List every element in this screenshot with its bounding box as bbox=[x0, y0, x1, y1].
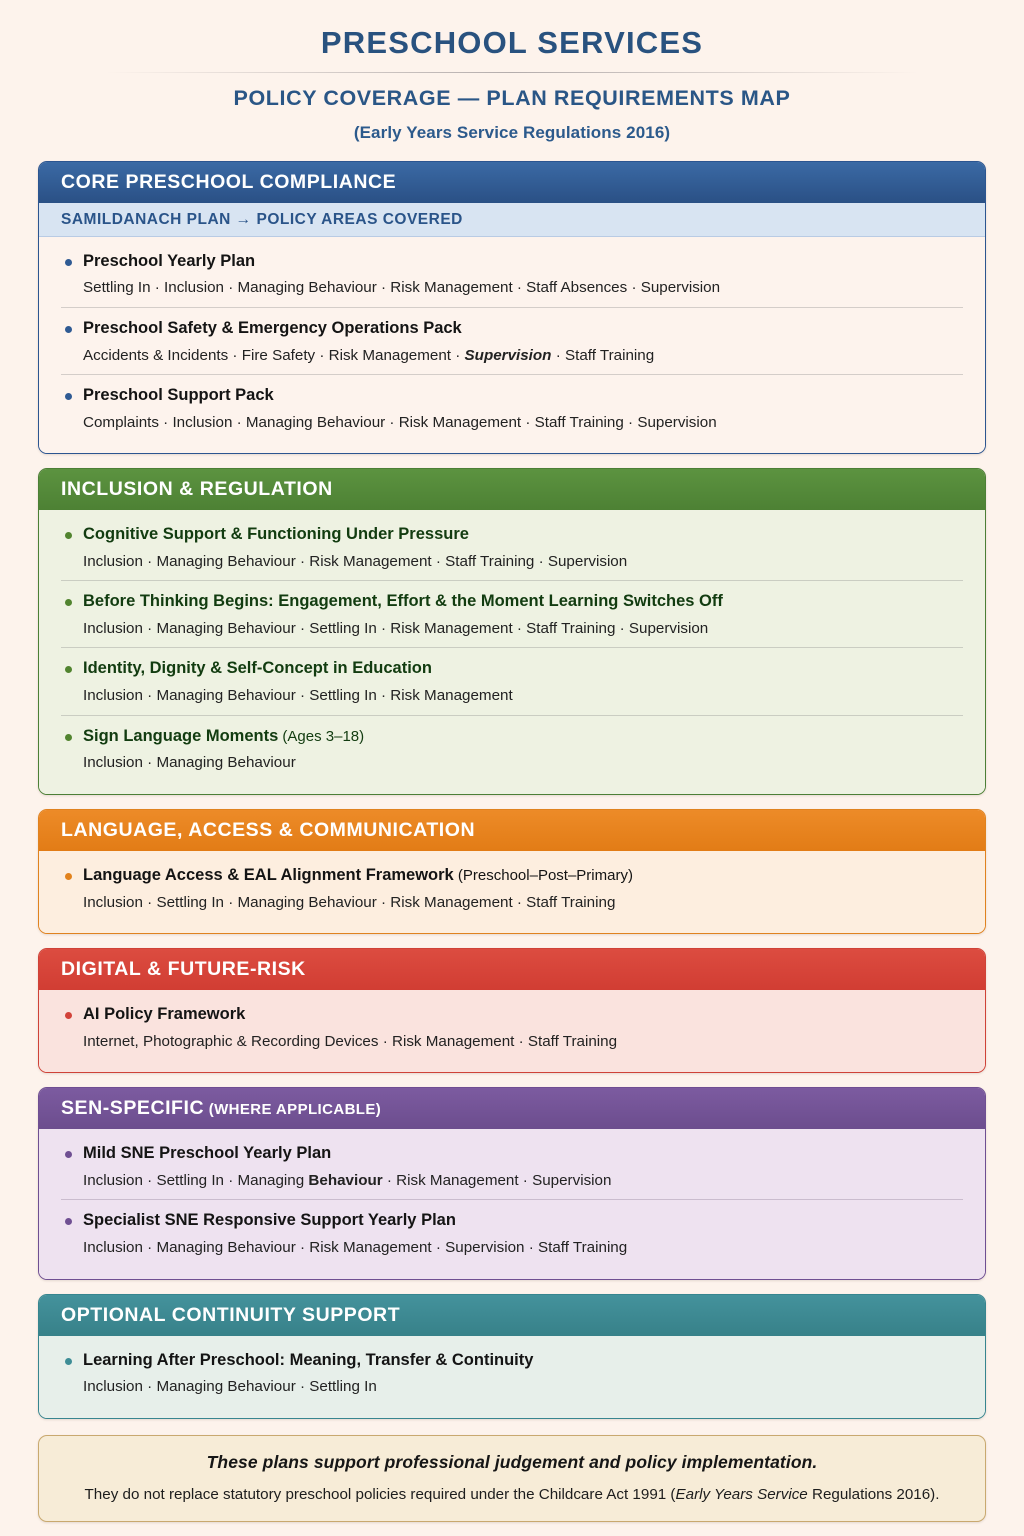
section-band-label: SAMILDANACH PLAN → POLICY AREAS COVERED bbox=[39, 203, 985, 237]
plan-entry bbox=[61, 1199, 963, 1266]
plan-entry-title-text: Preschool Safety & Emergency Operations Pack bbox=[83, 318, 462, 337]
plan-entry-qualifier: (Preschool–Post–Primary) bbox=[453, 866, 633, 884]
section-title: SEN-SPECIFIC bbox=[61, 1097, 205, 1120]
plan-entry-title-text: Preschool Yearly Plan bbox=[83, 251, 256, 270]
page-title: PRESCHOOL SERVICES bbox=[320, 25, 704, 60]
plan-entry-title bbox=[61, 1004, 963, 1025]
section-body bbox=[39, 990, 985, 1072]
footer-primary-text: These plans support professional judgement and policy implementation. bbox=[206, 1451, 818, 1472]
plan-entry bbox=[61, 1340, 963, 1406]
footer-note bbox=[38, 1435, 986, 1523]
plan-entry-title bbox=[61, 865, 963, 886]
plan-entry-policy-areas: Inclusion · Settling In · Managing Behaviour · Risk Management · Supervision bbox=[83, 1171, 612, 1189]
plan-entry-title-text: Cognitive Support & Functioning Under Pressure bbox=[83, 525, 469, 544]
plan-entry-policy-areas: Internet, Photographic & Recording Devices · Risk Management · Staff Training bbox=[83, 1032, 618, 1050]
section-title: DIGITAL & FUTURE-RISK bbox=[61, 958, 306, 981]
plan-entry-title bbox=[61, 1350, 963, 1371]
section-header bbox=[39, 1088, 985, 1129]
plan-entry-title-text: Specialist SNE Responsive Support Yearly Plan bbox=[83, 1211, 456, 1230]
section-header bbox=[39, 162, 985, 203]
plan-entry-title bbox=[61, 524, 963, 545]
plan-entry bbox=[61, 374, 963, 441]
page-subtitle: POLICY COVERAGE — PLAN REQUIREMENTS MAP bbox=[233, 85, 791, 110]
plan-entry-policy-areas: Settling In · Inclusion · Managing Behaviour · Risk Management · Staff Absences · Supervision bbox=[83, 279, 721, 297]
plan-entry bbox=[61, 514, 963, 580]
plan-entry-qualifier: (Ages 3–18) bbox=[278, 727, 365, 745]
footer-secondary-text: They do not replace statutory preschool policies required under the Childcare Act 1991 (Early Years Service Regulations 2016). bbox=[84, 1485, 940, 1503]
page-header bbox=[38, 18, 986, 143]
plan-entry-title bbox=[61, 1143, 963, 1164]
plan-entry bbox=[61, 580, 963, 647]
section-card bbox=[38, 948, 986, 1073]
section-card bbox=[38, 468, 986, 795]
plan-entry-title-text: Mild SNE Preschool Yearly Plan bbox=[83, 1144, 332, 1163]
section-title-qualifier: (WHERE APPLICABLE) bbox=[204, 1101, 382, 1119]
section-body bbox=[39, 510, 985, 794]
plan-entry-policy-areas: Complaints · Inclusion · Managing Behaviour · Risk Management · Staff Training · Supervision bbox=[83, 413, 717, 431]
title-divider bbox=[106, 72, 918, 73]
plan-entry-policy-areas: Accidents & Incidents · Fire Safety · Risk Management · Supervision · Staff Training bbox=[83, 346, 655, 364]
sections-list bbox=[38, 161, 986, 1419]
plan-entry-title bbox=[61, 726, 963, 747]
plan-entry-policy-areas: Inclusion · Managing Behaviour bbox=[83, 754, 296, 772]
page-subnote: (Early Years Service Regulations 2016) bbox=[353, 122, 671, 142]
section-body bbox=[39, 237, 985, 453]
plan-entry bbox=[61, 647, 963, 714]
plan-entry-title-text: Language Access & EAL Alignment Framework bbox=[83, 865, 454, 884]
plan-entry bbox=[61, 1133, 963, 1199]
plan-entry-title bbox=[61, 251, 963, 272]
section-card bbox=[38, 1087, 986, 1279]
section-body bbox=[39, 1336, 985, 1418]
plan-entry bbox=[61, 715, 963, 782]
plan-entry bbox=[61, 855, 963, 921]
section-title: CORE PRESCHOOL COMPLIANCE bbox=[61, 170, 397, 193]
section-header bbox=[39, 810, 985, 851]
plan-entry-policy-areas: Inclusion · Managing Behaviour · Risk Management · Supervision · Staff Training bbox=[83, 1239, 628, 1257]
plan-entry-title bbox=[61, 385, 963, 406]
section-card bbox=[38, 161, 986, 454]
plan-entry bbox=[61, 241, 963, 307]
section-body bbox=[39, 851, 985, 933]
plan-entry-title bbox=[61, 658, 963, 679]
section-body bbox=[39, 1129, 985, 1278]
plan-entry-title-text: Learning After Preschool: Meaning, Transfer & Continuity bbox=[83, 1350, 534, 1369]
section-title: LANGUAGE, ACCESS & COMMUNICATION bbox=[61, 818, 476, 841]
section-title: INCLUSION & REGULATION bbox=[61, 478, 333, 501]
plan-entry-policy-areas: Inclusion · Managing Behaviour · Settling In · Risk Management bbox=[83, 687, 513, 705]
plan-entry-title-text: Identity, Dignity & Self-Concept in Education bbox=[83, 659, 432, 678]
plan-entry-title bbox=[61, 1210, 963, 1231]
plan-entry-title-text: Sign Language Moments bbox=[83, 726, 279, 745]
section-card bbox=[38, 1294, 986, 1419]
plan-entry-policy-areas: Inclusion · Managing Behaviour · Settling In · Risk Management · Staff Training · Supervision bbox=[83, 619, 709, 637]
section-title: OPTIONAL CONTINUITY SUPPORT bbox=[61, 1303, 401, 1326]
plan-entry bbox=[61, 307, 963, 374]
plan-entry-title bbox=[61, 591, 963, 612]
plan-entry-policy-areas: Inclusion · Settling In · Managing Behaviour · Risk Management · Staff Training bbox=[83, 893, 616, 911]
plan-entry-title-text: AI Policy Framework bbox=[83, 1005, 246, 1024]
plan-entry-title-text: Before Thinking Begins: Engagement, Effort & the Moment Learning Switches Off bbox=[83, 592, 723, 611]
section-header bbox=[39, 469, 985, 510]
section-header bbox=[39, 1295, 985, 1336]
section-header bbox=[39, 949, 985, 990]
plan-entry-title-text: Preschool Support Pack bbox=[83, 386, 274, 405]
plan-entry-policy-areas: Inclusion · Managing Behaviour · Risk Management · Staff Training · Supervision bbox=[83, 552, 628, 570]
plan-entry-title bbox=[61, 318, 963, 339]
plan-entry-policy-areas: Inclusion · Managing Behaviour · Settling In bbox=[83, 1378, 377, 1396]
plan-entry bbox=[61, 994, 963, 1060]
section-card bbox=[38, 809, 986, 934]
